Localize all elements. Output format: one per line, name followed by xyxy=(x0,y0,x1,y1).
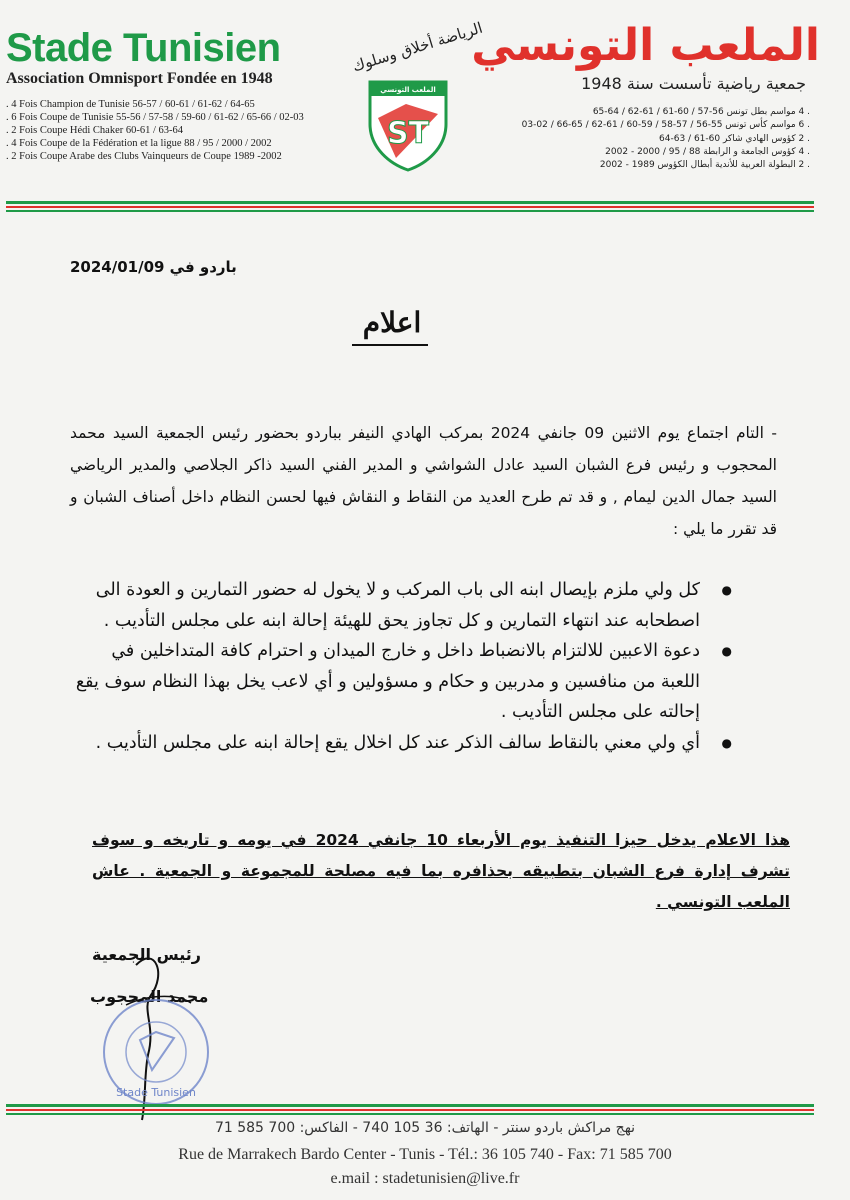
footer-email: e.mail : stadetunisien@live.fr xyxy=(330,1170,520,1187)
honour-item: . 2 Fois Coupe Hédi Chaker 60-61 / 63-64 xyxy=(6,125,184,136)
honour-item: . 6 مواسم كأس تونس 55-56 / 57-58 / 59-60 / 61-62 / 65-66 / 02-03 xyxy=(521,120,810,131)
association-line-arabic: جمعية رياضية تأسست سنة 1948 xyxy=(581,74,806,93)
footer-divider-red xyxy=(6,1109,814,1111)
footer-address-arabic: نهج مراكش باردو سنتر - الهاتف: 36 105 740 - الفاكس: 700 585 71 xyxy=(214,1120,636,1136)
club-crest-logo xyxy=(366,78,450,172)
honour-item: . 2 البطولة العربية للأندية أبطال الكؤوس 1989 - 2002 xyxy=(599,160,810,171)
effective-date-notice: هذا الاعلام يدخل حيزا التنفيذ يوم الأربعاء 10 جانفي 2024 في يومه و تاريخه و سوف تشرف إدارة فرع الشبان بتطبيقه بحذافره بما فيه مصلحة للمجموعة و الجمعية . عاش الملعب التونسي . xyxy=(92,831,790,911)
footer-divider-green-2 xyxy=(6,1113,814,1115)
list-item: ● أي ولي معني بالنقاط سالف الذكر عند كل اخلال يقع إحالة ابنه على مجلس التأديب . xyxy=(70,728,702,759)
header-divider-red xyxy=(6,206,814,208)
letter-intro-paragraph: - التام اجتماع يوم الاثنين 09 جانفي 2024 بمركب الهادي النيفر بباردو بحضور رئيس الجمعية السيد محمد المحجوب و رئيس فرع الشبان السيد عادل الشواشي و المدير الفني السيد ذاكر الجلاصي والمدير الرياضي السيد جمال الدين ليمام , و قد تم طرح العديد من النقاط و النقاش فيها لحسن النظام داخل أصناف الشبان و قد تقرر ما يلي : xyxy=(70,424,777,538)
title-underline xyxy=(352,344,428,346)
club-slogan: الرياضة أخلاق وسلوك xyxy=(350,18,485,76)
honours-list-french xyxy=(6,98,304,163)
club-stamp xyxy=(100,996,212,1108)
association-line-french: Association Omnisport Fondée en 1948 xyxy=(6,70,273,87)
signature-name: محمد المحجوب xyxy=(90,987,209,1006)
signature-title: رئيس الجمعية xyxy=(92,945,201,964)
svg-text:ST: ST xyxy=(386,116,430,151)
svg-text:الملعب التونسي: الملعب التونسي xyxy=(380,86,436,94)
list-item: ● كل ولي ملزم بإيصال ابنه الى باب المركب و لا يخول له حضور التمارين و العودة الى اصطحابه عند انتهاء التمارين و كل تجاوز يحق للهيئة إحالة ابنه على مجلس التأديب . xyxy=(70,575,702,636)
honour-item: . 2 كؤوس الهادي شاكر 60-61 / 63-64 xyxy=(659,133,810,144)
honours-list-arabic xyxy=(522,106,810,172)
honour-item: . 4 Fois Champion de Tunisie 56-57 / 60-61 / 61-62 / 64-65 xyxy=(6,99,255,110)
club-name-french: Stade Tunisien xyxy=(6,26,281,70)
header-divider-green xyxy=(6,201,814,204)
footer-address-french: Rue de Marrakech Bardo Center - Tunis - Tél.: 36 105 740 - Fax: 71 585 700 xyxy=(178,1146,672,1163)
letter-title: اعلام xyxy=(362,306,422,339)
list-item: ● دعوة الاعبين للالتزام بالانضباط داخل و خارج الميدان و احترام كافة المتداخلين في اللعبة من منافسين و مدربين و حكام و مسؤولين و أي لاعب يخل بهذا النظام سوف يقع إحالته على مجلس التأديب . xyxy=(70,636,702,728)
honour-item: . 4 مواسم بطل تونس 56-57 / 60-61 / 61-62 / 64-65 xyxy=(592,107,810,117)
header-divider-green-2 xyxy=(6,210,814,212)
club-name-arabic: الملعب التونسي xyxy=(471,20,820,71)
honour-item: . 6 Fois Coupe de Tunisie 55-56 / 57-58 / 59-60 / 61-62 / 65-66 / 02-03 xyxy=(6,112,304,123)
decisions-list xyxy=(70,575,702,758)
stamp-text: Stade Tunisien xyxy=(116,1086,196,1099)
honour-item: . 4 Fois Coupe de la Fédération et la ligue 88 / 95 / 2000 / 2002 xyxy=(6,138,272,149)
honour-item: . 4 كؤوس الجامعة و الرابطة 88 / 95 / 2000 - 2002 xyxy=(605,146,810,157)
letter-date: باردو في 2024/01/09 xyxy=(70,258,237,276)
honour-item: . 2 Fois Coupe Arabe des Clubs Vainqueurs de Coupe 1989 -2002 xyxy=(6,151,282,162)
footer-divider-green xyxy=(6,1104,814,1107)
